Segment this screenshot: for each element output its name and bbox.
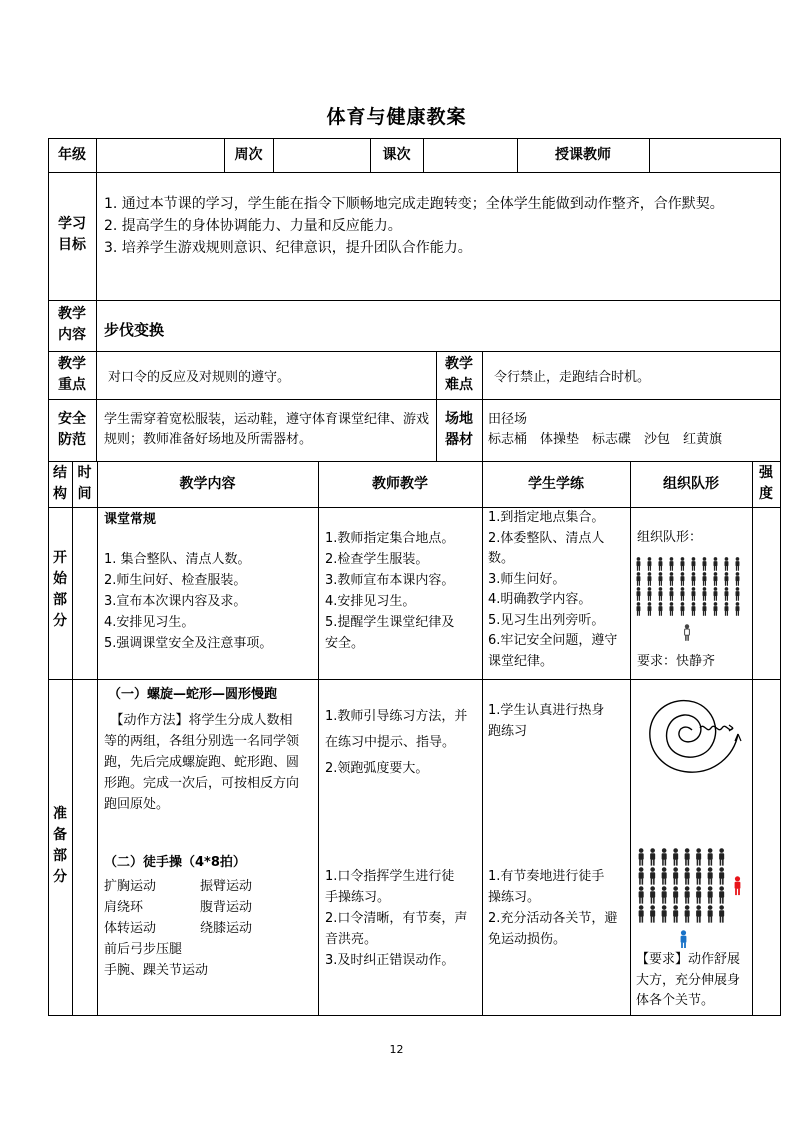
objective-item: 3. 培养学生游戏规则意识、纪律意识，提升团队合作能力。 (104, 240, 472, 256)
lesson-label: 课次 (382, 147, 411, 163)
student-figure (647, 557, 651, 571)
student-figure (685, 848, 690, 865)
student-figure (669, 572, 673, 586)
student-figure (680, 587, 684, 601)
student-figure (647, 587, 651, 601)
col-structure: 结 构 (53, 465, 67, 502)
difficulty: 令行禁止，走跑结合时机。 (494, 370, 651, 385)
prep-part2-student: 1.有节奏地进行徒手 操练习。 2.充分活动各关节，避 免运动损伤。 (488, 869, 618, 947)
student-figure (713, 572, 717, 586)
safety-label: 安全 防范 (58, 411, 86, 448)
student-figure (691, 602, 695, 616)
prep-section-label: 准 备 部 分 (53, 806, 67, 885)
objective-item: 2. 提高学生的身体协调能力、力量和反应能力。 (104, 218, 402, 234)
objectives-list (104, 193, 776, 259)
student-figure (724, 572, 728, 586)
col-intensity: 强 度 (759, 465, 773, 502)
student-figure (673, 867, 678, 884)
col-time: 时 间 (77, 465, 92, 502)
student-figure (658, 572, 662, 586)
prep-part2-title: （二）徒手操（4*8拍） (104, 855, 246, 870)
lesson-content: 步伐变换 (104, 321, 165, 339)
student-figure (636, 572, 640, 586)
student-figure (735, 572, 739, 586)
exercise-list-1: 扩胸运动 肩绕环 体转运动 前后弓步压腿 手腕、踝关节运动 (104, 879, 209, 978)
student-figure (691, 587, 695, 601)
student-figure (735, 587, 739, 601)
student-figure (702, 557, 706, 571)
student-figure (696, 886, 701, 903)
venue-label: 场地 器材 (445, 411, 473, 448)
leader-figure (735, 876, 741, 895)
student-figure (669, 587, 673, 601)
student-figure (708, 848, 713, 865)
student-ranks (636, 557, 739, 616)
col-teacher: 教师教学 (372, 476, 428, 492)
student-figure (669, 557, 673, 571)
start-section-label: 开 始 部 分 (53, 550, 67, 629)
student-figure (696, 848, 701, 865)
student-figure (719, 848, 724, 865)
student-figure (650, 905, 655, 922)
key-points: 对口令的反应及对规则的遵守。 (108, 370, 291, 385)
start-content-list: 1. 集合整队、清点人数。 2.师生问好、检查服装。 3.宣布本次课内容及求。 4.安排见习生。 5.强调课堂安全及注意事项。 (104, 552, 273, 651)
student-figure (662, 867, 667, 884)
student-figure (639, 905, 644, 922)
student-figure (685, 886, 690, 903)
student-figure (639, 867, 644, 884)
student-figure (647, 572, 651, 586)
col-formation: 组织队形 (663, 476, 719, 492)
prep-part1-teacher: 1.教师引导练习方法，并 在练习中提示、指导。 2.领跑弧度要大。 (325, 709, 468, 776)
objective-item: 1. 通过本节课的学习，学生能在指令下顺畅地完成走跑转变；全体学生能做到动作整齐，合作默契。 (104, 196, 724, 212)
student-figure (662, 886, 667, 903)
student-figure (680, 602, 684, 616)
student-figure (724, 602, 728, 616)
student-figure (719, 886, 724, 903)
prep-part2-requirement: 【要求】动作舒展 大方，充分伸展身 体各个关节。 (636, 952, 741, 1008)
col-content: 教学内容 (179, 476, 236, 492)
student-figure (650, 848, 655, 865)
page-title: 体育与健康教案 (326, 106, 467, 128)
student-figure (724, 587, 728, 601)
start-formation-label: 组织队形： (637, 530, 703, 545)
page-number: 12 (389, 1043, 404, 1056)
exercise-list-2: 振臂运动 腹背运动 绕膝运动 (200, 879, 253, 936)
student-figure (650, 867, 655, 884)
grade-label: 年级 (58, 147, 86, 163)
start-student-list: 1.到指定地点集合。 2.体委整队、清点人 数。 3.师生问好。 4.明确教学内容。 5.见习生出列旁听。 6.牢记安全问题，遵守 课堂纪律。 (488, 510, 618, 669)
student-figure (680, 572, 684, 586)
student-figure (673, 848, 678, 865)
student-figure (719, 867, 724, 884)
student-figure (702, 572, 706, 586)
student-figure (639, 848, 644, 865)
student-figure (696, 905, 701, 922)
prep-part1-student: 1.学生认真进行热身 跑练习 (488, 703, 605, 739)
student-figure (708, 905, 713, 922)
student-figure (708, 886, 713, 903)
week-label: 周次 (234, 147, 263, 163)
student-figure (713, 557, 717, 571)
prep-part1-title: （一）螺旋—蛇形—圆形慢跑 (108, 687, 278, 702)
student-figure (735, 602, 739, 616)
safety-measures: 学生需穿着宽松服装，运动鞋，遵守体育课堂纪律、游戏规则；教师准备好场地及所需器材。 (104, 412, 430, 447)
teacher-figure (685, 624, 690, 641)
student-figure (702, 602, 706, 616)
student-figure (636, 557, 640, 571)
student-figure (724, 557, 728, 571)
student-figure (708, 867, 713, 884)
student-figure (680, 557, 684, 571)
student-figure (669, 602, 673, 616)
student-figure (696, 867, 701, 884)
student-figure (685, 867, 690, 884)
student-figure (662, 905, 667, 922)
col-student: 学生学练 (528, 476, 584, 492)
key-points-label: 教学 重点 (58, 356, 86, 393)
student-figure (662, 848, 667, 865)
calisthenics-formation-diagram (634, 846, 750, 948)
student-figure (719, 905, 724, 922)
student-figure (658, 602, 662, 616)
student-figure (636, 602, 640, 616)
teacher-label: 授课教师 (555, 147, 611, 163)
student-figure (673, 905, 678, 922)
start-formation-requirement: 要求：快静齐 (637, 654, 716, 669)
venue-equipment: 田径场 标志桶 体操垫 标志碟 沙包 红黄旗 (488, 412, 723, 447)
student-figure (639, 886, 644, 903)
student-figure (658, 587, 662, 601)
student-figure (691, 572, 695, 586)
prep-part2-teacher: 1.口令指挥学生进行徒 手操练习。 2.口令清晰，有节奏，声 音洪亮。 3.及时纠正错误动作。 (325, 869, 468, 968)
student-ranks (639, 848, 725, 922)
teacher-figure (681, 930, 687, 948)
spiral-run-diagram (634, 684, 750, 780)
student-figure (650, 886, 655, 903)
student-figure (713, 602, 717, 616)
student-figure (735, 557, 739, 571)
student-figure (636, 587, 640, 601)
start-content-title: 课堂常规 (104, 512, 157, 527)
student-figure (685, 905, 690, 922)
start-teacher-list: 1.教师指定集合地点。 2.检查学生服装。 3.教师宣布本课内容。 4.安排见习生。 5.提醒学生课堂纪律及 安全。 (325, 531, 455, 651)
student-figure (702, 587, 706, 601)
difficulty-label: 教学 难点 (445, 356, 473, 393)
content-label: 教学 内容 (58, 306, 86, 343)
start-formation-diagram (632, 554, 750, 644)
student-figure (691, 557, 695, 571)
student-figure (647, 602, 651, 616)
prep-part1-method: 【动作方法】将学生分成人数相 等的两组，各组分别选一名同学领 跑，先后完成螺旋跑、蛇形跑、圆 形跑。完成一次后，可按相反方向 跑回原处。 (104, 713, 300, 812)
student-figure (658, 557, 662, 571)
student-figure (673, 886, 678, 903)
student-figure (713, 587, 717, 601)
objectives-label: 学习 目标 (58, 216, 86, 253)
